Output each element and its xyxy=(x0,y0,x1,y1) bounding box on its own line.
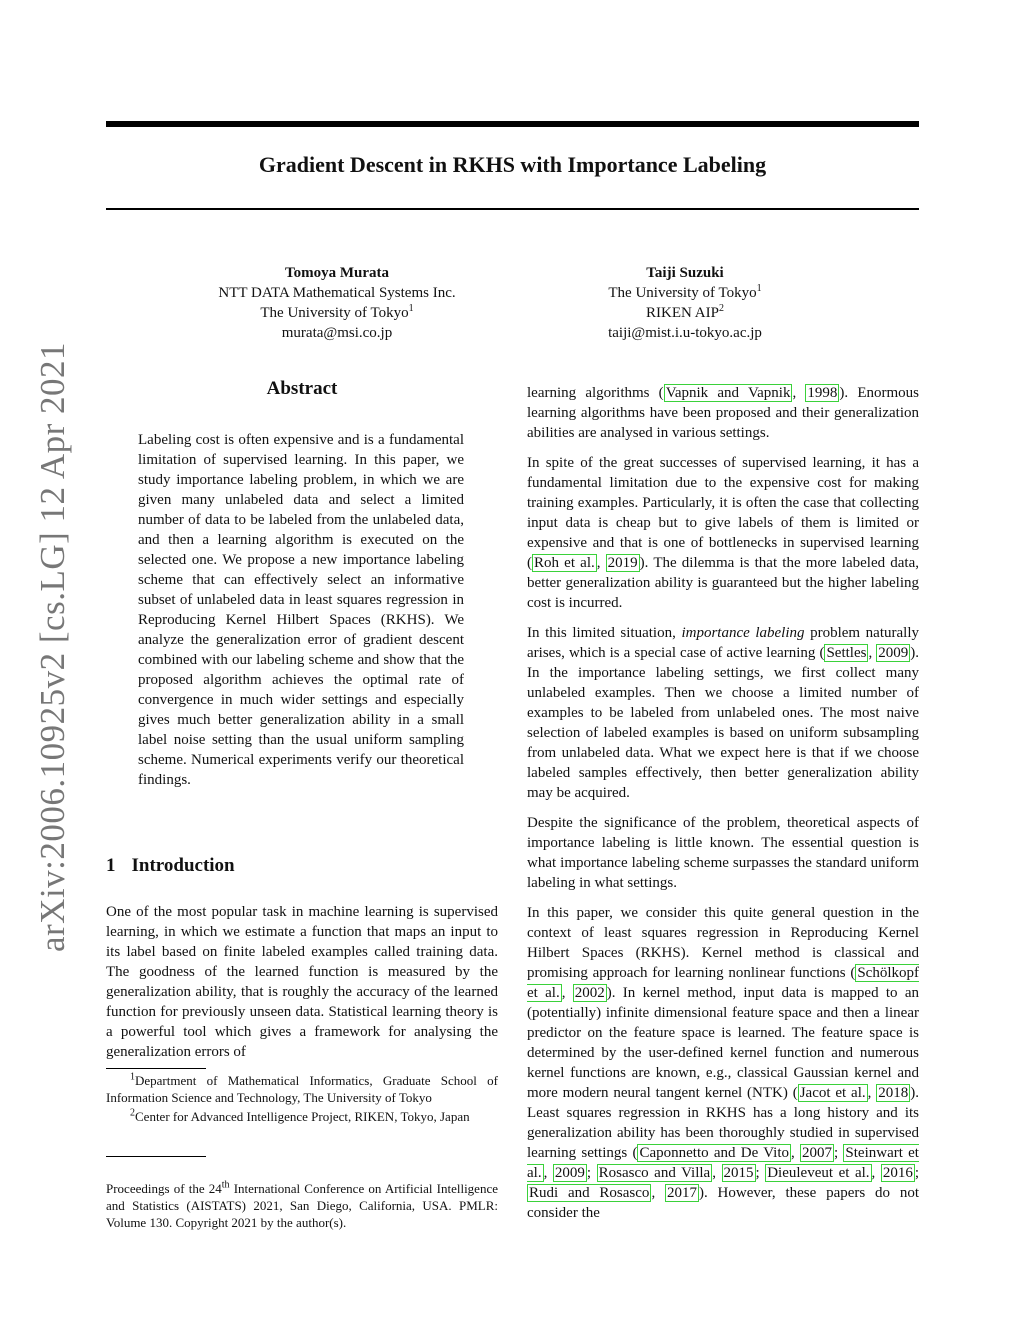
author-block-2 xyxy=(520,263,850,343)
footnote-1: $^1$Department of Mathematical Informatics, Graduate School of Information Science and Technology, The University of Tokyo xyxy=(106,1071,498,1105)
citation-link[interactable]: 2018 xyxy=(878,1085,909,1101)
citation-link[interactable]: 2015 xyxy=(723,1165,754,1181)
citation-link[interactable]: Roh et al. xyxy=(534,555,595,571)
author-affiliation: NTT DATA Mathematical Systems Inc. xyxy=(218,285,456,301)
section-number: 1 xyxy=(106,855,116,876)
author-name: Tomoya Murata xyxy=(284,265,390,281)
author-email: murata@msi.co.jp xyxy=(281,325,393,341)
section-heading xyxy=(106,855,235,877)
citation-link[interactable]: 2019 xyxy=(607,555,638,571)
citation-link[interactable]: Rudi and Rosasco xyxy=(529,1185,650,1201)
citation-link[interactable]: 2002 xyxy=(574,985,605,1001)
author-name: Taiji Suzuki xyxy=(646,265,724,281)
footnote-rule xyxy=(106,1068,206,1069)
paper-title: Gradient Descent in RKHS with Importance Labeling xyxy=(258,152,767,177)
author-affiliation: The University of Tokyo$^1$ xyxy=(260,303,414,321)
abstract-heading: Abstract xyxy=(266,378,338,399)
right-column-body xyxy=(527,383,919,1233)
paragraph: learning algorithms ( Vapnik and Vapnik , 1998 ). Enormous learning algorithms have been proposed and their generalization abilities are analysed in various settings. xyxy=(527,385,919,441)
footnotes xyxy=(106,1072,498,1125)
paragraph: In this paper, we consider this quite general question in the context of least squares regression in Reproducing Kernel Hilbert Spaces (RKHS). Kernel method is classical and promising approach for learning nonlinear functions ( Schölkopf et al. , 2002 ). In kernel method, input data is mapped to an (potentially) infinite dimensional feature space and then a linear predictor on the feature space is learned. The feature space is determined by the user-defined kernel function and numerous kernel functions are known, e.g., classical Gaussian kernel and more modern neural tangent kernel (NTK) ( Jacot et al. , 2018 ). Least squares regression in RKHS has a long history and its generalization ability has been thoroughly studied in supervised learning settings ( Caponnetto and De Vito , 2007 ; Steinwart et al. , 2009 ; Rosasco and Villa , 2015 ; Dieuleveut et al. , 2016 ; Rudi and Rosasco , 2017 ). However, these papers do not consider the xyxy=(527,905,920,1221)
citation-link[interactable]: 2009 xyxy=(878,645,909,661)
abstract-text: Labeling cost is often expensive and is a fundamental limitation of supervised learning. In this paper, we study importance labeling problem, in which we are given many unlabeled data and select a limited number of data to be labeled from the unlabeled data, and then a learning algorithm is executed on the selected one. We propose a new importance labeling scheme that can effectively select an informative subset of unlabeled data in least squares regression in Reproducing Kernel Hilbert Spaces (RKHS). We analyze the generalization error of gradient descent combined with our labeling scheme and show that the proposed algorithm achieves the optimal rate of convergence in much wider settings and especially gives much better generalization ability in a small label noise setting than the usual uniform sampling scheme. Numerical experiments verify our theoretical findings. xyxy=(138,432,464,788)
citation-link[interactable]: Vapnik and Vapnik xyxy=(665,385,791,401)
citation-link[interactable]: Jacot et al. xyxy=(799,1085,866,1101)
author-affiliation: RIKEN AIP$^2$ xyxy=(646,303,724,321)
citation-link[interactable]: 2016 xyxy=(882,1165,913,1181)
citation-link[interactable]: Settles xyxy=(826,645,867,661)
citation-link[interactable]: Caponnetto and De Vito xyxy=(639,1145,789,1161)
citation-link[interactable]: 2007 xyxy=(802,1145,832,1161)
arxiv-stamp: arXiv:2006.10925v2 [cs.LG] 12 Apr 2021 xyxy=(33,341,72,953)
left-column-body xyxy=(106,902,498,1072)
citation-link[interactable]: 2017 xyxy=(667,1185,697,1201)
proceedings-note: Proceedings of the 24th International Conference on Artificial Intelligence and Statistics (AISTATS) 2021, San Diego, California, USA. PMLR: Volume 130. Copyright 2021 by the author(s). xyxy=(106,1179,498,1230)
citation-link[interactable]: Steinwart et al. xyxy=(527,1145,919,1181)
author-affiliation: The University of Tokyo$^1$ xyxy=(608,283,762,301)
citation-link[interactable]: Schölkopf et al. xyxy=(527,965,919,1001)
citation-link[interactable]: Dieuleveut et al. xyxy=(767,1165,870,1181)
footnote-2: $^2$Center for Advanced Intelligence Project, RIKEN, Tokyo, Japan xyxy=(130,1107,470,1124)
paragraph: In spite of the great successes of supervised learning, it has a fundamental limitation due to the expensive cost for making training examples. Particularly, it is often the case that collecting input data is cheap but to give labels of them is limited or expensive and that is one of bottlenecks in supervised learning ( Roh et al. , 2019 ). The dilemma is that the more labeled data, better generalization ability is guaranteed but the higher labeling cost is incurred. xyxy=(527,455,919,611)
citation-link[interactable]: 2009 xyxy=(554,1165,585,1181)
paragraph: In this limited situation, importance labeling problem naturally arises, which is a special case of active learning ( Settles , 2009 ). In the importance labeling settings, we first collect many unlabeled examples. Then we choose a limited number of examples to be labeled from unlabeled ones. The most naive selection of labeled examples is based on uniform subsampling from unlabeled data. What we expect here is that if we choose labeled samples effectively, then better generalization ability may be acquired. xyxy=(527,625,920,801)
paragraph: One of the most popular task in machine learning is supervised learning, in which we estimate a function that maps an input to its label based on finite labeled examples called training data. The goodness of the learned function is measured by the generalization ability, that is roughly the accuracy of the learned function for previously unseen data. Statistical learning theory is a powerful tool which gives a framework for analysing the generalization errors of xyxy=(106,904,498,1060)
paragraph: Despite the significance of the problem, theoretical aspects of importance labeling is little known. The essential question is what importance labeling scheme surpasses the standard uniform labeling in what settings. xyxy=(527,815,919,891)
author-block-1 xyxy=(172,263,502,343)
section-title: Introduction xyxy=(131,855,235,876)
top-rule xyxy=(106,121,919,127)
citation-link[interactable]: 1998 xyxy=(807,385,838,401)
footnote-rule xyxy=(106,1156,206,1157)
citation-link[interactable]: Rosasco and Villa xyxy=(598,1165,711,1181)
author-email: taiji@mist.i.u-tokyo.ac.jp xyxy=(608,325,762,341)
title-rule xyxy=(106,208,919,210)
